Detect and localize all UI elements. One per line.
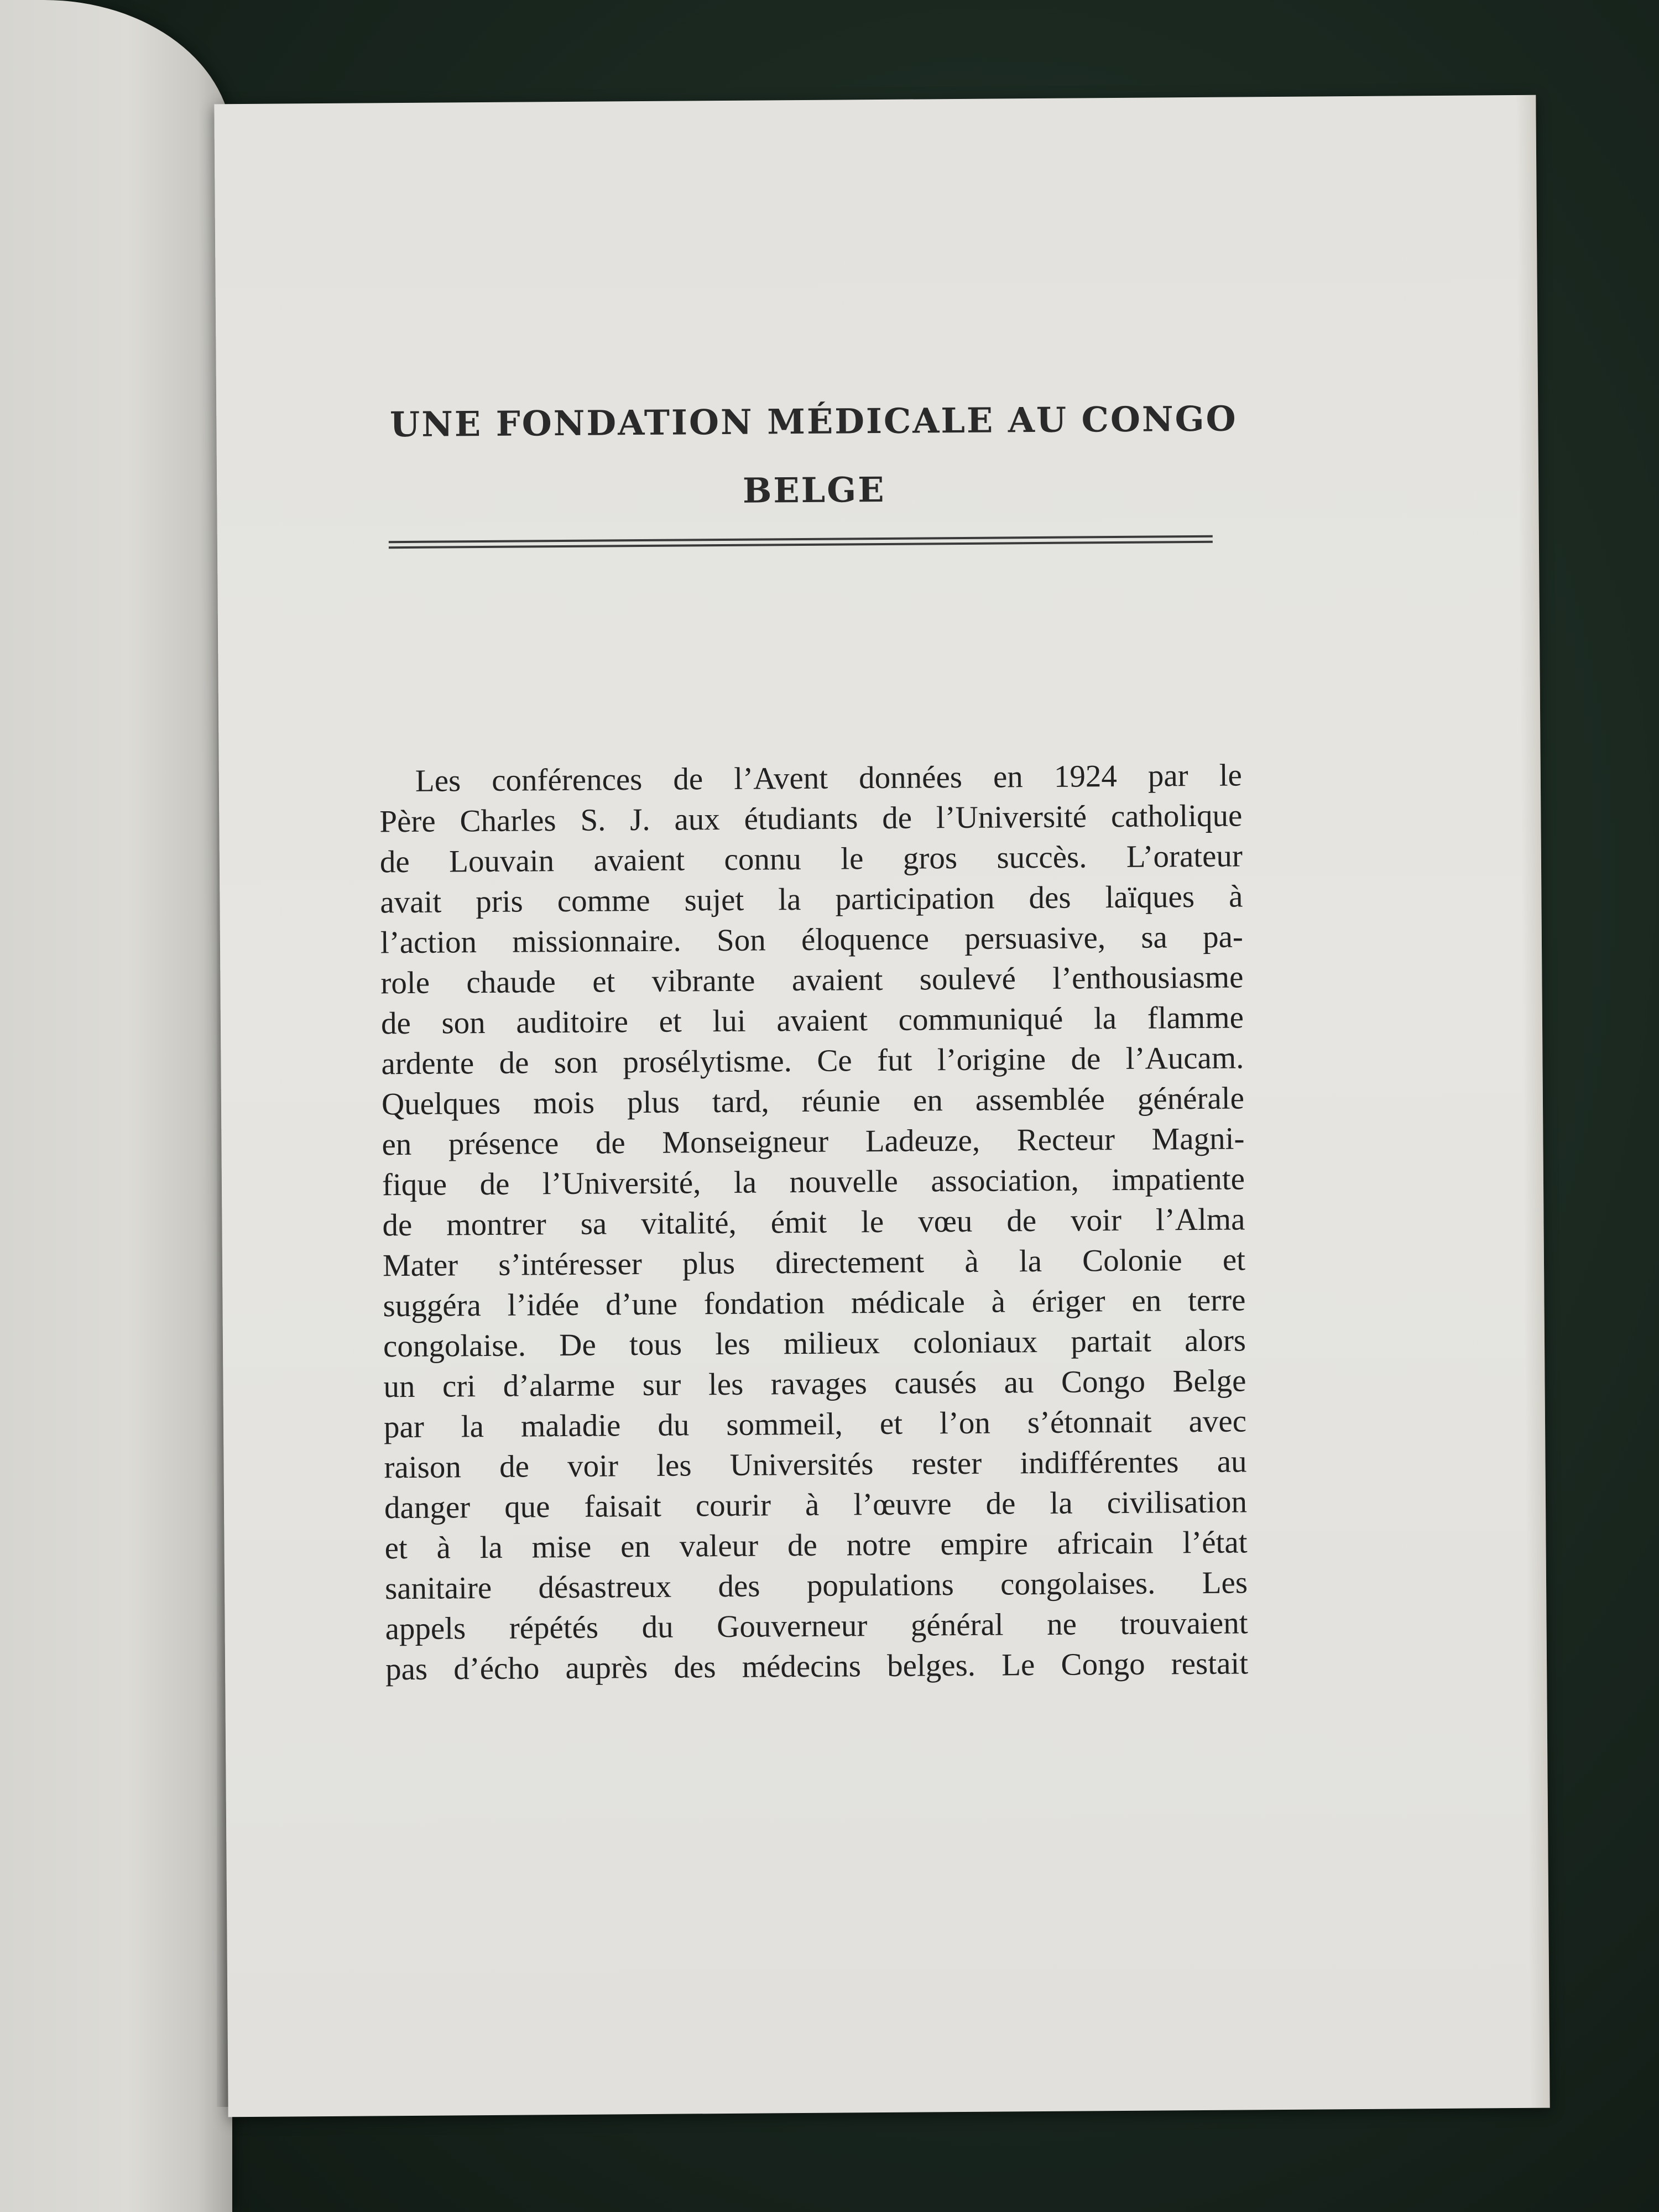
text-line: raison de voir les Universités rester indifférentes au xyxy=(384,1444,1247,1485)
title-double-rule xyxy=(389,532,1213,554)
text-line: avait pris comme sujet la participation des laïques à xyxy=(380,879,1243,920)
text-line: appels répétés du Gouverneur général ne trouvaient xyxy=(385,1605,1248,1647)
text-line: Les conférences de l’Avent données en 1924 par le xyxy=(415,758,1243,799)
facing-page-left xyxy=(0,0,232,2212)
book-page xyxy=(214,95,1550,2117)
text-line: par la maladie du sommeil, et l’on s’étonnait avec xyxy=(383,1404,1247,1445)
text-line: en présence de Monseigneur Ladeuze, Recteur Magni- xyxy=(382,1121,1245,1162)
chapter-title xyxy=(382,384,1246,528)
text-line: de montrer sa vitalité, émit le vœu de voir l’Alma xyxy=(382,1202,1245,1243)
text-line: de Louvain avaient connu le gros succès. L’orateur xyxy=(379,838,1243,880)
chapter-title-line-1: UNE FONDATION MÉDICALE AU CONGO xyxy=(389,398,1238,445)
body-paragraph xyxy=(379,755,1249,1689)
text-line: de son auditoire et lui avaient communiqué la flamme xyxy=(380,1000,1244,1041)
text-line: Mater s’intéresser plus directement à la Colonie et xyxy=(382,1242,1246,1284)
text-line: danger que faisait courir à l’œuvre de la civilisation xyxy=(384,1484,1248,1526)
text-line: Père Charles S. J. aux étudiants de l’Université catholique xyxy=(379,798,1243,839)
text-line: suggéra l’idée d’une fondation médicale à ériger en terre xyxy=(383,1282,1246,1324)
text-line: Quelques mois plus tard, réunie en assemblée générale xyxy=(381,1081,1245,1122)
text-line: l’action missionnaire. Son éloquence persuasive, sa pa- xyxy=(380,919,1244,961)
chapter-title-line-2: BELGE xyxy=(742,469,886,511)
text-line: sanitaire désastreux des populations congolaises. Les xyxy=(384,1565,1248,1606)
text-line: role chaude et vibrante avaient soulevé l’enthousiasme xyxy=(380,959,1244,1001)
text-line: congolaise. De tous les milieux coloniaux partait alors xyxy=(383,1323,1246,1364)
text-line: pas d’écho auprès des médecins belges. Le Congo restait xyxy=(385,1646,1249,1687)
text-line: fique de l’Université, la nouvelle association, impatiente xyxy=(382,1161,1245,1203)
text-line: et à la mise en valeur de notre empire africain l’état xyxy=(384,1525,1248,1566)
text-line: ardente de son prosélytisme. Ce fut l’origine de l’Aucam. xyxy=(381,1040,1244,1082)
text-line: un cri d’alarme sur les ravages causés au Congo Belge xyxy=(383,1363,1246,1405)
